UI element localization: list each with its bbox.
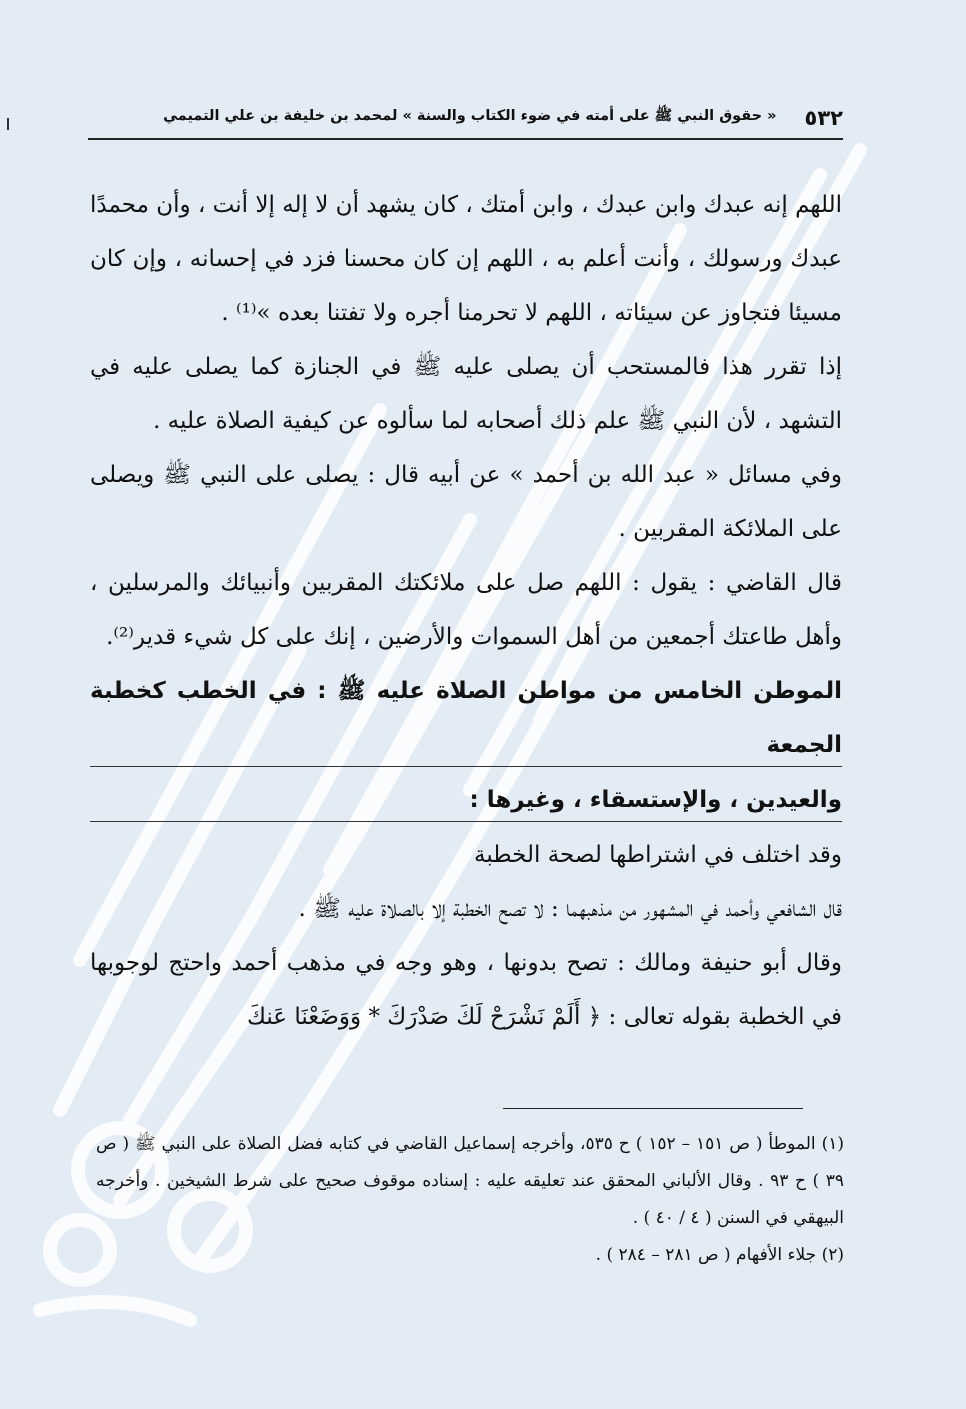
section-heading-line1: الموطن الخامس من مواطن الصلاة عليه ﷺ : في الخطب كخطبة الجمعة xyxy=(90,678,842,758)
page-number: ٥٣٢ xyxy=(804,106,843,130)
section-heading-line2: والعيدين ، والإستسقاء ، وغيرها : xyxy=(469,787,842,813)
heading-underline xyxy=(90,766,842,767)
paragraph-qadi: قال القاضي : يقول : اللهم صل على ملائكتك المقربين وأنبيائك والمرسلين ، وأهل طاعتك أجمعين من أهل السموات والأرضين ، إنك على كل شيء قدير⁽²⁾. xyxy=(90,570,842,650)
footnotes xyxy=(96,1126,844,1274)
paragraph-shafii-ahmad: قال الشافعي وأحمد في المشهور من مذهبهما : لا تصح الخطبة إلا بالصلاة عليه ﷺ . xyxy=(298,896,842,922)
paragraph-abdullah-masail: وفي مسائل « عبد الله بن أحمد » عن أبيه قال : يصلى على النبي ﷺ ويصلى على الملائكة المقربين . xyxy=(90,462,842,542)
margin-mark xyxy=(7,118,9,130)
paragraph-ikhtilaf: وقد اختلف في اشتراطها لصحة الخطبة xyxy=(474,842,842,868)
footnote-separator xyxy=(503,1108,803,1109)
paragraph-dua-text: اللهم إنه عبدك وابن عبدك ، وابن أمتك ، كان يشهد أن لا إله إلا أنت ، وأن محمدًا عبدك ورسولك ، وأنت أعلم به ، اللهم إن كان محسنا فزد في إحسانه ، وإن كان مسيئا فتجاوز عن سيئاته ، اللهم لا تحرمنا أجره ولا تفتنا بعده »⁽¹⁾ . xyxy=(90,192,842,326)
paragraph-janaza: إذا تقرر هذا فالمستحب أن يصلى عليه ﷺ في الجنازة كما يصلى عليه في التشهد ، لأن النبي ﷺ علم ذلك أصحابه لما سألوه عن كيفية الصلاة عليه . xyxy=(90,354,842,434)
main-text xyxy=(90,178,842,1044)
page-header xyxy=(88,96,843,140)
running-title: « حقوق النبي ﷺ على أمته في ضوء الكتاب والسنة » لمحمد بن خليفة بن علي التميمي xyxy=(163,108,777,124)
footnote-2: (٢) جلاء الأفهام ( ص ٢٨١ – ٢٨٤ ) . xyxy=(595,1245,844,1265)
paragraph-abu-hanifa: وقال أبو حنيفة ومالك : تصح بدونها ، وهو وجه في مذهب أحمد واحتج لوجوبها في الخطبة بقوله تعالى : ﴿ أَلَمْ نَشْرَحْ لَكَ صَدْرَكَ * وَوَضَعْنَا عَنكَ xyxy=(90,950,842,1030)
footnote-1: (١) الموطأ ( ص ١٥١ – ١٥٢ ) ح ٥٣٥، وأخرجه إسماعيل القاضي في كتابه فضل الصلاة على النبي ﷺ ( ص ٣٩ ) ح ٩٣ . وقال الألباني المحقق عند تعليقه عليه : إسناده موقوف صحيح على شرط الشيخين . وأخرجه البيهقي في السنن ( ٤ / ٤٠ ) . xyxy=(96,1134,844,1228)
